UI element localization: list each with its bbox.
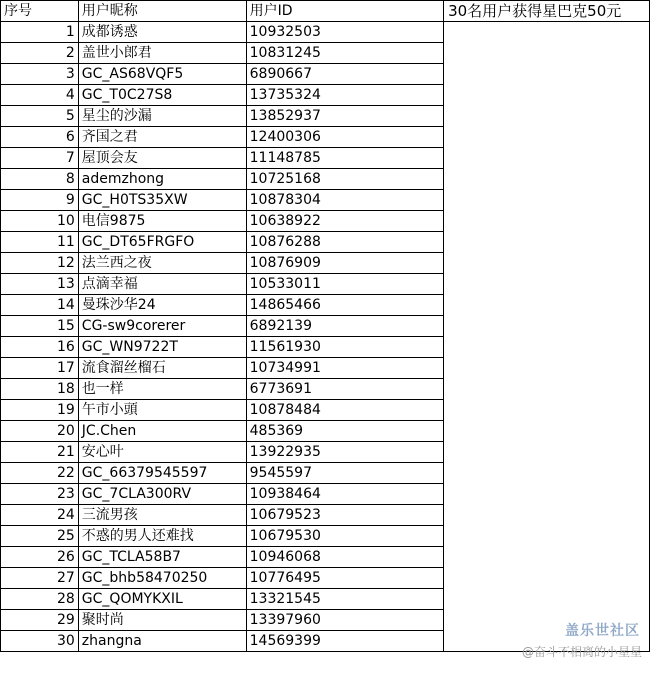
table-row xyxy=(1,505,650,526)
row-nickname: GC_bhb58470250 xyxy=(78,568,246,589)
row-empty-cell xyxy=(444,505,650,526)
row-userid: 13735324 xyxy=(246,85,443,106)
header-nickname: 用户昵称 xyxy=(78,1,246,22)
row-nickname: 点滴幸福 xyxy=(78,274,246,295)
row-nickname: GC_DT65FRGFO xyxy=(78,232,246,253)
row-nickname: 流食溜丝榴石 xyxy=(78,358,246,379)
table-row xyxy=(1,568,650,589)
row-userid: 10876909 xyxy=(246,253,443,274)
table-row xyxy=(1,358,650,379)
table-row xyxy=(1,400,650,421)
table-row xyxy=(1,547,650,568)
row-index: 1 xyxy=(1,22,79,43)
table-row xyxy=(1,22,650,43)
row-nickname: 聚时尚 xyxy=(78,610,246,631)
row-nickname: 齐国之君 xyxy=(78,127,246,148)
row-index: 29 xyxy=(1,610,79,631)
table-row xyxy=(1,295,650,316)
table-row xyxy=(1,463,650,484)
table-row xyxy=(1,589,650,610)
row-empty-cell xyxy=(444,85,650,106)
row-nickname: GC_AS68VQF5 xyxy=(78,64,246,85)
row-index: 28 xyxy=(1,589,79,610)
row-userid: 10638922 xyxy=(246,211,443,232)
row-index: 17 xyxy=(1,358,79,379)
row-empty-cell xyxy=(444,169,650,190)
row-index: 5 xyxy=(1,106,79,127)
table-row xyxy=(1,484,650,505)
table-row xyxy=(1,169,650,190)
table-row xyxy=(1,85,650,106)
row-empty-cell xyxy=(444,589,650,610)
row-empty-cell xyxy=(444,337,650,358)
row-userid: 10734991 xyxy=(246,358,443,379)
row-index: 7 xyxy=(1,148,79,169)
row-nickname: 成都诱惑 xyxy=(78,22,246,43)
row-userid: 10878484 xyxy=(246,400,443,421)
table-row xyxy=(1,421,650,442)
row-empty-cell xyxy=(444,232,650,253)
row-nickname: CG-sw9corerer xyxy=(78,316,246,337)
row-userid: 10946068 xyxy=(246,547,443,568)
row-nickname: 安心叶 xyxy=(78,442,246,463)
row-empty-cell xyxy=(444,463,650,484)
row-index: 18 xyxy=(1,379,79,400)
row-nickname: GC_H0TS35XW xyxy=(78,190,246,211)
row-index: 10 xyxy=(1,211,79,232)
author-watermark: @奋斗不相离的小星星 xyxy=(521,645,642,659)
row-index: 23 xyxy=(1,484,79,505)
row-index: 27 xyxy=(1,568,79,589)
row-userid: 10938464 xyxy=(246,484,443,505)
row-empty-cell xyxy=(444,64,650,85)
row-index: 19 xyxy=(1,400,79,421)
row-nickname: JC.Chen xyxy=(78,421,246,442)
row-index: 6 xyxy=(1,127,79,148)
row-nickname: GC_T0C27S8 xyxy=(78,85,246,106)
row-userid: 14865466 xyxy=(246,295,443,316)
row-nickname: 法兰西之夜 xyxy=(78,253,246,274)
brand-watermark: 盖乐世社区 xyxy=(565,623,640,639)
row-empty-cell xyxy=(444,316,650,337)
row-nickname: 电信9875 xyxy=(78,211,246,232)
table-row xyxy=(1,274,650,295)
row-index: 4 xyxy=(1,85,79,106)
table-row xyxy=(1,43,650,64)
table-row xyxy=(1,232,650,253)
row-empty-cell xyxy=(444,358,650,379)
row-index: 22 xyxy=(1,463,79,484)
row-empty-cell xyxy=(444,148,650,169)
row-index: 13 xyxy=(1,274,79,295)
row-index: 11 xyxy=(1,232,79,253)
row-nickname: 午市小頭 xyxy=(78,400,246,421)
row-userid: 6892139 xyxy=(246,316,443,337)
row-userid: 11148785 xyxy=(246,148,443,169)
row-empty-cell xyxy=(444,526,650,547)
row-index: 20 xyxy=(1,421,79,442)
table-row xyxy=(1,148,650,169)
row-empty-cell xyxy=(444,43,650,64)
row-index: 14 xyxy=(1,295,79,316)
row-userid: 10533011 xyxy=(246,274,443,295)
row-nickname: 不惑的男人还难找 xyxy=(78,526,246,547)
row-nickname: 盖世小郎君 xyxy=(78,43,246,64)
table-row xyxy=(1,127,650,148)
row-index: 26 xyxy=(1,547,79,568)
row-nickname: 三流男孩 xyxy=(78,505,246,526)
row-empty-cell xyxy=(444,190,650,211)
row-empty-cell xyxy=(444,211,650,232)
row-index: 15 xyxy=(1,316,79,337)
row-index: 9 xyxy=(1,190,79,211)
row-empty-cell xyxy=(444,253,650,274)
row-userid: 12400306 xyxy=(246,127,443,148)
row-nickname: GC_WN9722T xyxy=(78,337,246,358)
row-empty-cell xyxy=(444,106,650,127)
row-nickname: 星尘的沙漏 xyxy=(78,106,246,127)
row-userid: 13922935 xyxy=(246,442,443,463)
row-index: 25 xyxy=(1,526,79,547)
row-userid: 14569399 xyxy=(246,631,443,652)
table-row xyxy=(1,526,650,547)
row-empty-cell xyxy=(444,547,650,568)
row-empty-cell xyxy=(444,295,650,316)
row-userid: 9545597 xyxy=(246,463,443,484)
row-index: 30 xyxy=(1,631,79,652)
row-userid: 13852937 xyxy=(246,106,443,127)
row-nickname: zhangna xyxy=(78,631,246,652)
row-empty-cell xyxy=(444,400,650,421)
row-empty-cell xyxy=(444,421,650,442)
prize-title: 30名用户获得星巴克50元 xyxy=(444,1,650,22)
row-empty-cell xyxy=(444,442,650,463)
table-row xyxy=(1,106,650,127)
row-empty-cell xyxy=(444,127,650,148)
table-row xyxy=(1,190,650,211)
row-userid: 13397960 xyxy=(246,610,443,631)
row-empty-cell xyxy=(444,568,650,589)
header-row xyxy=(1,1,650,22)
row-userid: 10725168 xyxy=(246,169,443,190)
table-row xyxy=(1,379,650,400)
row-userid: 11561930 xyxy=(246,337,443,358)
table-row xyxy=(1,316,650,337)
row-nickname: 也一样 xyxy=(78,379,246,400)
row-nickname: 屋顶会友 xyxy=(78,148,246,169)
row-userid: 485369 xyxy=(246,421,443,442)
row-userid: 6773691 xyxy=(246,379,443,400)
row-index: 2 xyxy=(1,43,79,64)
row-userid: 10878304 xyxy=(246,190,443,211)
header-index: 序号 xyxy=(1,1,79,22)
row-nickname: GC_7CLA300RV xyxy=(78,484,246,505)
header-userid: 用户ID xyxy=(246,1,443,22)
row-empty-cell xyxy=(444,22,650,43)
table-row xyxy=(1,442,650,463)
row-empty-cell xyxy=(444,379,650,400)
row-userid: 10876288 xyxy=(246,232,443,253)
row-nickname: 曼珠沙华24 xyxy=(78,295,246,316)
row-empty-cell xyxy=(444,484,650,505)
row-index: 12 xyxy=(1,253,79,274)
row-userid: 10679530 xyxy=(246,526,443,547)
row-nickname: GC_66379545597 xyxy=(78,463,246,484)
row-userid: 10831245 xyxy=(246,43,443,64)
row-userid: 10679523 xyxy=(246,505,443,526)
table-row xyxy=(1,211,650,232)
row-userid: 13321545 xyxy=(246,589,443,610)
table-row xyxy=(1,253,650,274)
row-index: 24 xyxy=(1,505,79,526)
table-row xyxy=(1,337,650,358)
row-index: 21 xyxy=(1,442,79,463)
row-userid: 10776495 xyxy=(246,568,443,589)
row-userid: 10932503 xyxy=(246,22,443,43)
row-userid: 6890667 xyxy=(246,64,443,85)
row-index: 16 xyxy=(1,337,79,358)
row-index: 8 xyxy=(1,169,79,190)
table-row xyxy=(1,64,650,85)
row-empty-cell xyxy=(444,274,650,295)
row-index: 3 xyxy=(1,64,79,85)
table-row xyxy=(1,610,650,631)
row-nickname: GC_TCLA58B7 xyxy=(78,547,246,568)
row-nickname: ademzhong xyxy=(78,169,246,190)
row-nickname: GC_QOMYKXIL xyxy=(78,589,246,610)
